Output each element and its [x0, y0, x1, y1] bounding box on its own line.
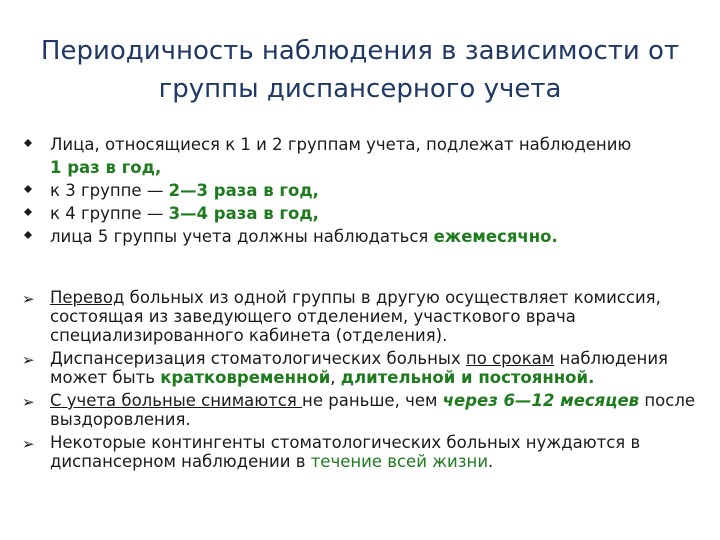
item-emphasis: 2—3 раза в год,: [168, 181, 319, 200]
square-bullet-icon: [24, 139, 32, 147]
item-underlined: Перевод: [50, 288, 125, 307]
item-text: лица 5 группы учета должны наблюдаться: [50, 227, 434, 246]
item-text: не раньше, чем: [302, 391, 443, 410]
item-text: к 4 группе —: [50, 204, 169, 223]
list-item-transfer: [22, 288, 712, 345]
list-item-groups-1-2: [22, 133, 702, 179]
list-item-dispensary: [22, 349, 712, 387]
item-emphasis: длительной и постоянной.: [340, 368, 595, 387]
item-emphasis: 3—4 раза в год,: [168, 204, 319, 223]
rules-list: [22, 288, 712, 471]
item-text: больных из одной группы в другую осуществляет комиссия, состоящая из заведующего отделением, участкового врача специализированного кабинета (отделения).: [50, 288, 661, 345]
item-text: наблюдения может быть: [50, 349, 668, 387]
arrow-bullet-icon: ➢: [22, 290, 35, 308]
item-emphasis: течение всей жизни: [310, 452, 489, 471]
square-bullet-icon: [24, 185, 32, 193]
arrow-bullet-icon: ➢: [22, 393, 35, 411]
item-text: .: [488, 452, 494, 471]
arrow-bullet-icon: ➢: [22, 351, 35, 369]
arrow-bullet-icon: ➢: [22, 435, 35, 453]
title-line-2: группы диспансерного учета: [158, 74, 562, 104]
list-item-group-3: [22, 179, 702, 202]
item-underlined: С учета больные снимаются: [50, 391, 303, 410]
item-text: после выздоровления.: [50, 391, 696, 429]
slide-title: [40, 32, 680, 108]
item-emphasis: через 6—12 месяцев: [442, 391, 640, 410]
item-emphasis: ежемесячно.: [433, 227, 558, 246]
item-underlined: по срокам: [465, 349, 555, 368]
item-text: ,: [330, 368, 341, 387]
item-emphasis: 1 раз в год,: [50, 158, 162, 177]
list-item-group-5: [22, 225, 702, 248]
item-text: Лица, относящиеся к 1 и 2 группам учета, подлежат наблюдению: [50, 135, 632, 154]
frequency-list: [22, 133, 702, 248]
square-bullet-icon: [24, 208, 32, 216]
list-item-group-4: [22, 202, 702, 225]
item-text: Некоторые контингенты стоматологических больных нуждаются в диспансерном наблюдении в: [50, 433, 641, 471]
list-item-removal: [22, 391, 712, 429]
square-bullet-icon: [24, 231, 32, 239]
item-text: к 3 группе —: [50, 181, 169, 200]
item-text: Диспансеризация стоматологических больных: [50, 349, 466, 368]
list-item-lifelong: [22, 433, 712, 471]
title-line-1: Периодичность наблюдения в зависимости от: [40, 36, 680, 66]
item-emphasis: кратковременной: [160, 368, 331, 387]
